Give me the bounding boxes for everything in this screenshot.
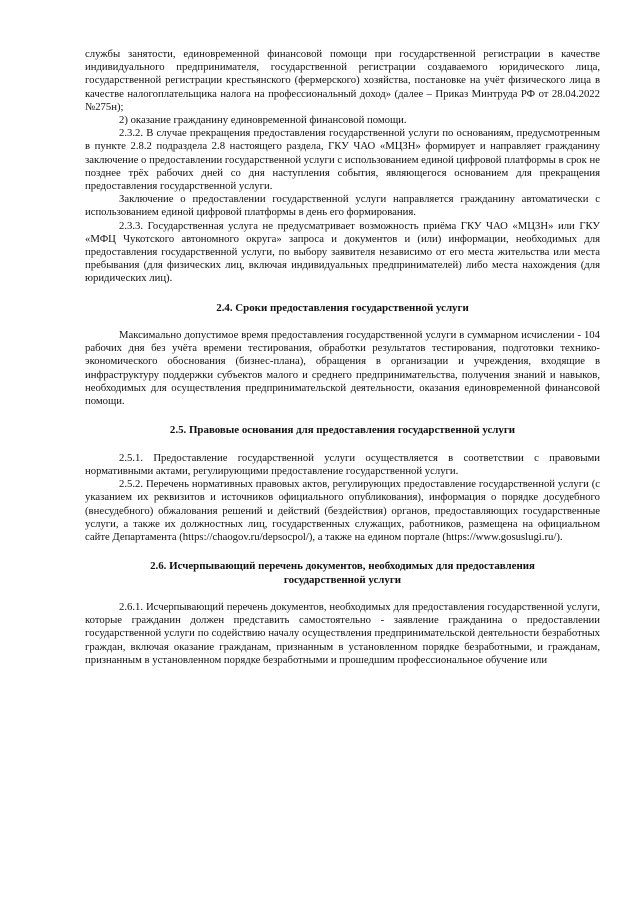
section-heading-2-6: [85, 560, 600, 587]
paragraph-item-2: 2) оказание гражданину единовременной финансовой помощи.: [119, 114, 407, 127]
paragraph-2-4-text: Максимально допустимое время предоставления государственной услуги в суммарном исчислении - 104 рабочих дня без учёта времени тестирования, обработки результатов тестирования, подготовки технико-экономического обоснования (бизнес-плана), обращения в организации и учреждения, входящие в инфраструктуру поддержки субъектов малого и среднего предпринимательства, получения знаний и навыков, необходимых для осуществления предпринимательской деятельности, оказания единовременной финансовой помощи.: [85, 329, 600, 408]
spacer: [85, 286, 600, 302]
paragraph-2-3-2: 2.3.2. В случае прекращения предоставления государственной услуги по основаниям, предусмотренным в пункте 2.8.2 подраздела 2.8 настоящего раздела, ГКУ ЧАО «МЦЗН» формирует и направляет гражданину заключение о предоставлении государственной услуги с использованием единой цифровой платформы в срок не позднее трёх рабочих дней со дня наступления события, являющегося основанием для прекращения предоставления государственной услуги.: [85, 127, 600, 193]
paragraph-conclusion: Заключение о предоставлении государственной услуги направляется гражданину автоматически с использованием единой цифровой платформы в день его формирования.: [85, 193, 600, 219]
section-heading-2-6-line2: государственной услуги: [283, 573, 402, 586]
spacer: [85, 408, 600, 424]
paragraph-2-6-1: 2.6.1. Исчерпывающий перечень документов, необходимых для предоставления государственной услуги, которые гражданин должен представить самостоятельно - заявление гражданина о предоставлении государственной услуги по содействию началу осуществления предпринимательской деятельности безработных граждан, включая оказание гражданам, признанным в установленном порядке безработными, и гражданам, признанным в установленном порядке безработными и прошедшим профессиональное обучение или: [85, 600, 600, 666]
spacer: [85, 438, 600, 452]
spacer: [85, 544, 600, 560]
section-heading-2-5: 2.5. Правовые основания для предоставления государственной услуги: [169, 424, 516, 437]
paragraph-continuation: службы занятости, единовременной финансовой помощи при государственной регистрации в качестве индивидуального предпринимателя, государственной регистрации создаваемого юридического лица, государственной регистрации крестьянского (фермерского) хозяйства, постановке на учёт физического лица в качестве налогоплательщика налога на профессиональный доход» (далее – Приказ Минтруда РФ от 28.04.2022 №275н);: [85, 48, 600, 113]
paragraph-2-5-2: 2.5.2. Перечень нормативных правовых актов, регулирующих предоставление государственной услуги (с указанием их реквизитов и источников официального опубликования), информация о порядке досудебного (внесудебного) обжалования решений и действий (бездействия) органов, предоставляющих государственные услуги, а также их должностных лиц, государственных служащих, работников, размещена на официальном сайте Департамента (https://chaogov.ru/depsocpol/), а также на едином портале (https://www.gosuslugi.ru/).: [85, 478, 600, 543]
document-body: [85, 48, 600, 667]
paragraph-2-5-1: 2.5.1. Предоставление государственной услуги осуществляется в соответствии с правовыми нормативными актами, регулирующими предоставление государственной услуги.: [85, 451, 600, 477]
spacer: [85, 587, 600, 601]
spacer: [85, 315, 600, 329]
paragraph-2-3-3: 2.3.3. Государственная услуга не предусматривает возможность приёма ГКУ ЧАО «МЦЗН» или ГКУ «МФЦ Чукотского автономного округа» запроса и документов и (или) информации, необходимых для предоставления государственной услуги, по выбору заявителя независимо от его места жительства или места пребывания (для физических лиц, включая индивидуальных предпринимателей) либо места нахождения (для юридических лиц).: [85, 219, 600, 285]
section-heading-2-6-line1: 2.6. Исчерпывающий перечень документов, необходимых для предоставления: [150, 560, 535, 573]
section-heading-2-4: 2.4. Сроки предоставления государственной услуги: [216, 301, 469, 314]
